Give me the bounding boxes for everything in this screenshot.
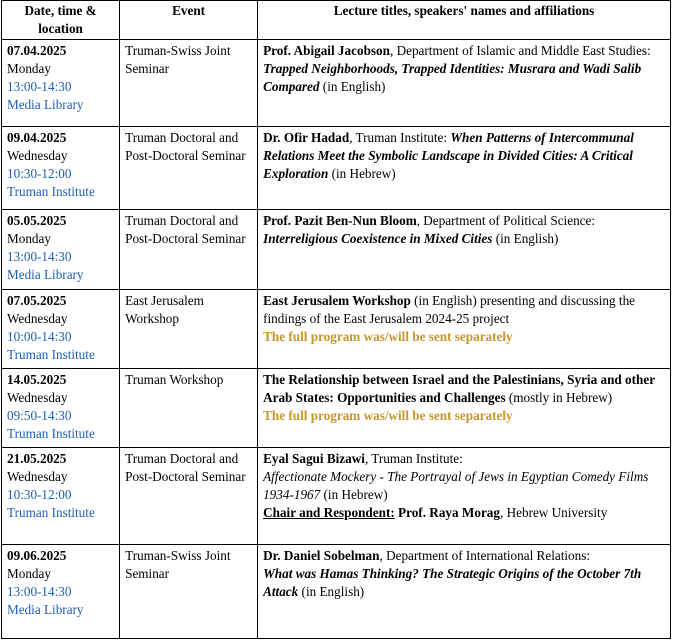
lecture-title: Trapped Neighborhoods, Trapped Identities: Musrara and Wadi Salib Compared: [263, 60, 642, 95]
lecture-language: (in English): [492, 230, 559, 246]
weekday: Monday: [7, 565, 51, 581]
time: 10:30-12:00: [7, 487, 72, 503]
lecture-title: When Patterns of Intercommunal Relations Meet the Symbolic Landscape in Divided Cities: A Critical Exploration: [263, 129, 634, 182]
event-cell: Truman Workshop: [120, 368, 258, 447]
event-cell: Truman Doctoral and Post-Doctoral Seminar: [120, 209, 258, 289]
lecture-language: (in English): [319, 79, 386, 95]
date-cell: [2, 447, 120, 544]
date-cell: [2, 289, 120, 368]
location: Media Library: [7, 602, 84, 618]
date: 09.04.2025: [7, 129, 67, 145]
chair-affiliation: , Hebrew University: [499, 505, 608, 521]
workshop-heading: East Jerusalem Workshop: [263, 292, 411, 308]
location: Truman Institute: [7, 184, 95, 200]
date: 21.05.2025: [7, 450, 67, 466]
speaker-name: Eyal Sagui Bizawi: [263, 450, 365, 466]
weekday: Wednesday: [7, 147, 68, 163]
speaker-affiliation: , Department of Political Science:: [416, 212, 596, 228]
lecture-title: Interreligious Coexistence in Mixed Cities: [263, 230, 493, 246]
program-note: The full program was/will be sent separately: [263, 408, 513, 424]
time: 13:00-14:30: [7, 584, 72, 600]
table-row: [2, 368, 671, 447]
location: Truman Institute: [7, 426, 95, 442]
speaker-affiliation: , Truman Institute:: [349, 129, 451, 145]
event-cell: Truman Doctoral and Post-Doctoral Seminar: [120, 126, 258, 209]
speaker-name: Dr. Daniel Sobelman: [263, 547, 380, 563]
chair-label: Chair and Respondent:: [263, 505, 395, 521]
weekday: Wednesday: [7, 310, 68, 326]
date: 14.05.2025: [7, 371, 67, 387]
date: 09.06.2025: [7, 547, 67, 563]
speaker-name: Dr. Ofir Hadad: [263, 129, 350, 145]
date: 05.05.2025: [7, 212, 67, 228]
workshop-description: (mostly in Hebrew): [505, 389, 613, 405]
speaker-name: Prof. Pazit Ben-Nun Bloom: [263, 212, 417, 228]
speaker-affiliation: , Department of International Relations:: [379, 547, 591, 563]
lecture-cell: [258, 544, 671, 638]
date-cell: [2, 368, 120, 447]
table-header-row: [2, 1, 671, 40]
date-cell: [2, 126, 120, 209]
location: Media Library: [7, 97, 84, 113]
weekday: Monday: [7, 60, 51, 76]
workshop-heading: The Relationship between Israel and the Palestinians, Syria and other Arab States: Opportunities and Challenges: [263, 371, 655, 405]
header-event: Event: [120, 1, 258, 40]
lecture-language: (in English): [298, 584, 365, 600]
weekday: Monday: [7, 230, 51, 246]
table-row: [2, 126, 671, 209]
weekday: Wednesday: [7, 389, 68, 405]
lecture-cell: [258, 39, 671, 126]
time: 13:00-14:30: [7, 79, 72, 95]
lecture-title: What was Hamas Thinking? The Strategic Origins of the October 7th Attack: [263, 565, 642, 600]
lecture-cell: [258, 209, 671, 289]
lecture-language: (in Hebrew): [328, 166, 396, 182]
speaker-name: Prof. Abigail Jacobson: [263, 42, 390, 58]
weekday: Wednesday: [7, 468, 68, 484]
time: 10:30-12:00: [7, 166, 72, 182]
table-row: [2, 39, 671, 126]
lecture-cell: [258, 289, 671, 368]
event-cell: Truman Doctoral and Post-Doctoral Seminar: [120, 447, 258, 544]
location: Truman Institute: [7, 347, 95, 363]
program-note: The full program was/will be sent separately: [263, 329, 513, 345]
event-cell: Truman-Swiss Joint Seminar: [120, 39, 258, 126]
lecture-title: Affectionate Mockery - The Portrayal of Jews in Egyptian Comedy Films 1934-1967: [263, 468, 649, 503]
event-cell: East Jerusalem Workshop: [120, 289, 258, 368]
event-cell: Truman-Swiss Joint Seminar: [120, 544, 258, 638]
header-date-time-location: Date, time & location: [2, 1, 120, 40]
speaker-affiliation: , Truman Institute:: [364, 450, 463, 466]
speaker-affiliation: , Department of Islamic and Middle East Studies:: [389, 42, 651, 58]
lecture-cell: [258, 368, 671, 447]
lecture-language: (in Hebrew): [320, 487, 388, 503]
table-row: [2, 447, 671, 544]
location: Truman Institute: [7, 505, 95, 521]
table-row: [2, 289, 671, 368]
table-row: [2, 209, 671, 289]
date-cell: [2, 544, 120, 638]
header-lecture-details: Lecture titles, speakers' names and affiliations: [258, 1, 671, 40]
time: 09:50-14:30: [7, 408, 72, 424]
chair-name: Prof. Raya Morag: [394, 505, 500, 521]
date-cell: [2, 39, 120, 126]
table-row: [2, 544, 671, 638]
lecture-cell: [258, 126, 671, 209]
location: Media Library: [7, 267, 84, 283]
date: 07.05.2025: [7, 292, 67, 308]
workshop-description: (in English) presenting and discussing the findings of the East Jerusalem 2024-25 project: [263, 292, 636, 326]
time: 13:00-14:30: [7, 249, 72, 265]
date-cell: [2, 209, 120, 289]
time: 10:00-14:30: [7, 329, 72, 345]
lecture-cell: [258, 447, 671, 544]
date: 07.04.2025: [7, 42, 67, 58]
lecture-schedule-table: [1, 0, 671, 639]
